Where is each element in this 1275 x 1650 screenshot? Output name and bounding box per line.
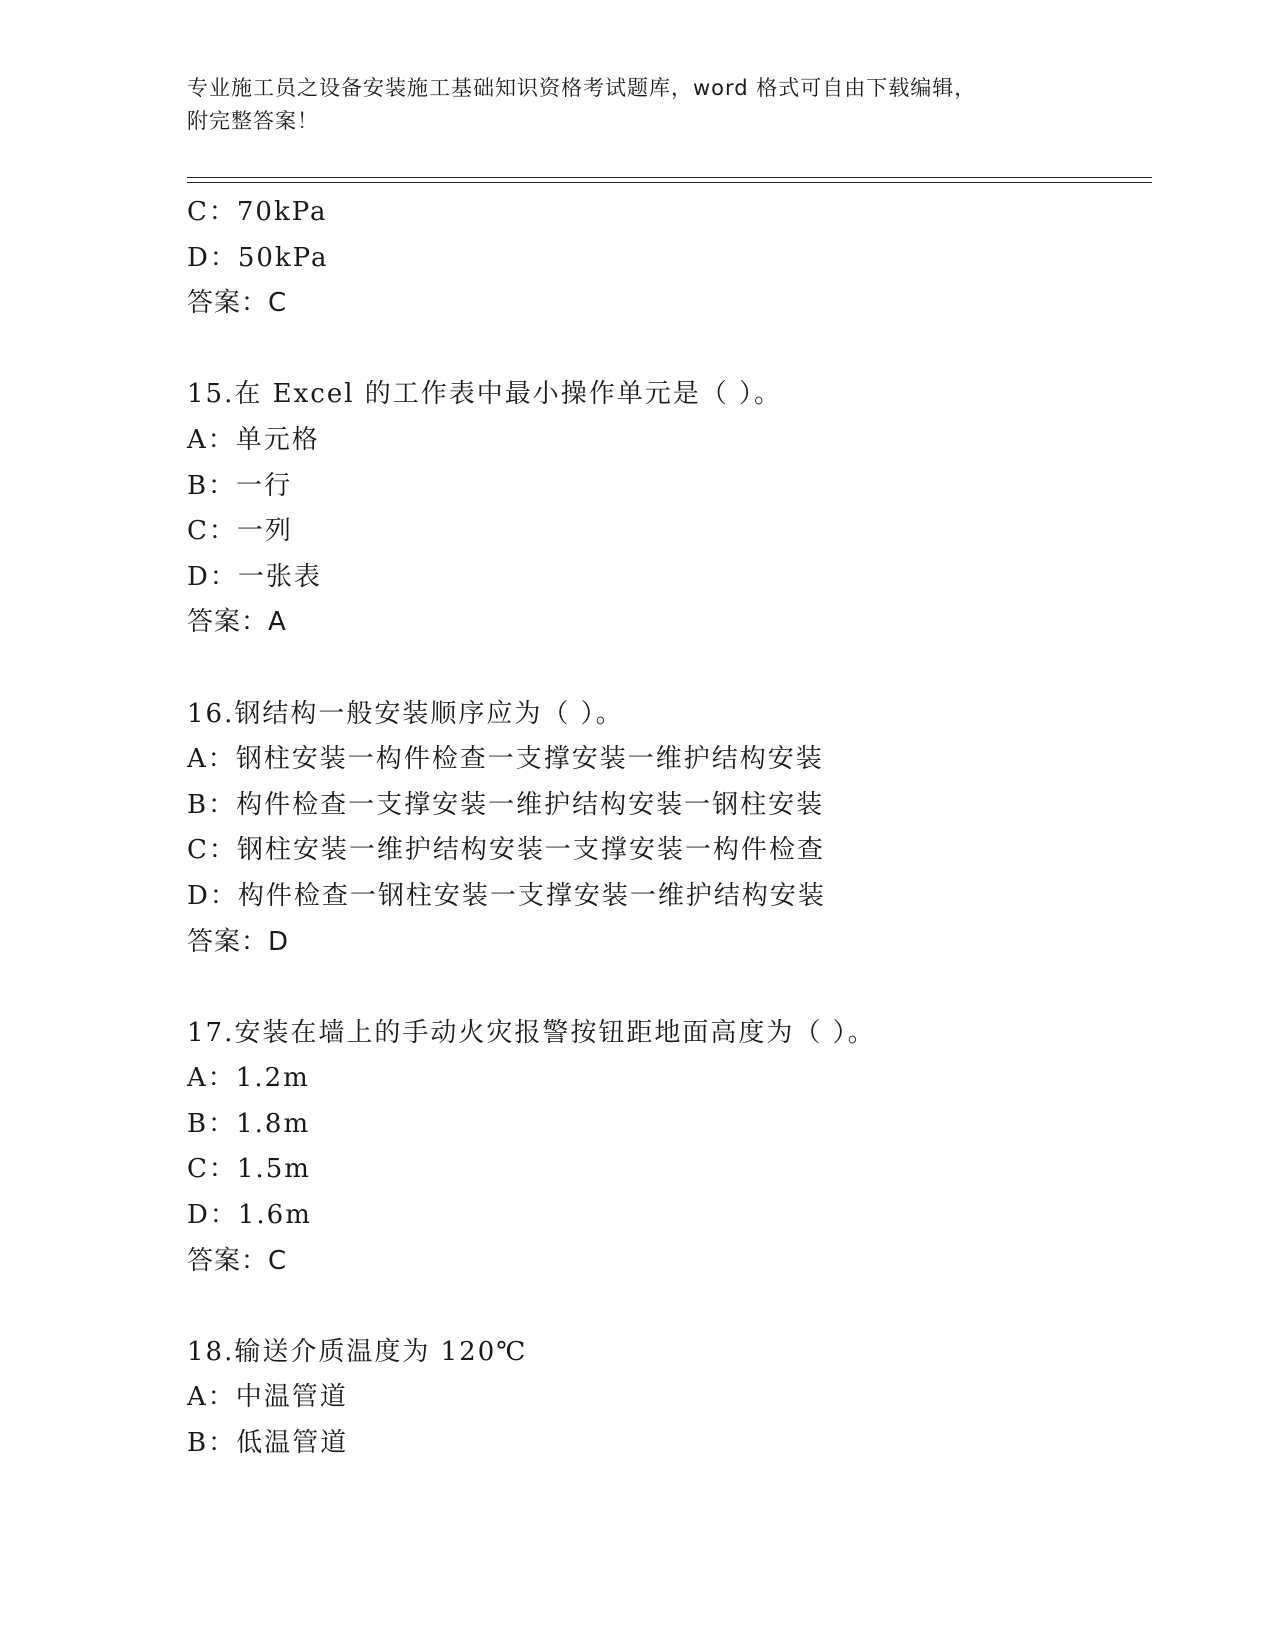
option-d: D：50kPa bbox=[187, 242, 329, 273]
document-header bbox=[187, 72, 1077, 138]
question-17 bbox=[187, 1011, 1147, 1285]
option-d: D：一张表 bbox=[187, 561, 322, 592]
spacer bbox=[187, 646, 1147, 692]
question-15 bbox=[187, 372, 1147, 646]
question-stem: 17.安装在墙上的手动火灾报警按钮距地面高度为（ ）。 bbox=[187, 1017, 876, 1048]
option-b: B：一行 bbox=[187, 470, 293, 501]
spacer bbox=[187, 965, 1147, 1011]
answer: 答案：A bbox=[187, 607, 287, 638]
answer: 答案：D bbox=[187, 926, 290, 957]
question-16 bbox=[187, 692, 1147, 966]
option-b: B：1.8m bbox=[187, 1108, 311, 1139]
option-c: C：一列 bbox=[187, 516, 293, 547]
spacer bbox=[187, 1284, 1147, 1330]
option-a: A：钢柱安装一构件检查一支撑安装一维护结构安装 bbox=[187, 744, 824, 775]
question-stem: 18.输送介质温度为 120℃ bbox=[187, 1336, 528, 1367]
header-line-2: 附完整答案！ bbox=[187, 109, 319, 133]
option-c: C：1.5m bbox=[187, 1154, 311, 1185]
spacer bbox=[187, 327, 1147, 373]
header-rule-bottom bbox=[187, 182, 1152, 183]
option-a: A：单元格 bbox=[187, 424, 320, 455]
option-c: C：钢柱安装一维护结构安装一支撑安装一构件检查 bbox=[187, 835, 825, 866]
option-d: D：构件检查一钢柱安装一支撑安装一维护结构安装 bbox=[187, 880, 826, 911]
question-stem: 16.钢结构一般安装顺序应为（ ）。 bbox=[187, 698, 624, 729]
question-18 bbox=[187, 1330, 1147, 1467]
option-a: A：1.2m bbox=[187, 1063, 310, 1094]
header-rule-top bbox=[187, 177, 1152, 178]
answer: 答案：C bbox=[187, 288, 288, 319]
option-b: B：低温管道 bbox=[187, 1428, 349, 1459]
question-14 bbox=[187, 190, 1147, 327]
option-a: A：中温管道 bbox=[187, 1382, 348, 1413]
question-stem: 15.在 Excel 的工作表中最小操作单元是（ ）。 bbox=[187, 379, 783, 410]
option-d: D：1.6m bbox=[187, 1200, 312, 1231]
option-b: B：构件检查一支撑安装一维护结构安装一钢柱安装 bbox=[187, 789, 825, 820]
question-list bbox=[187, 190, 1147, 1467]
option-c: C：70kPa bbox=[187, 197, 328, 227]
header-line-1: 专业施工员之设备安装施工基础知识资格考试题库，word 格式可自由下载编辑， bbox=[187, 76, 977, 100]
answer: 答案：C bbox=[187, 1245, 288, 1276]
